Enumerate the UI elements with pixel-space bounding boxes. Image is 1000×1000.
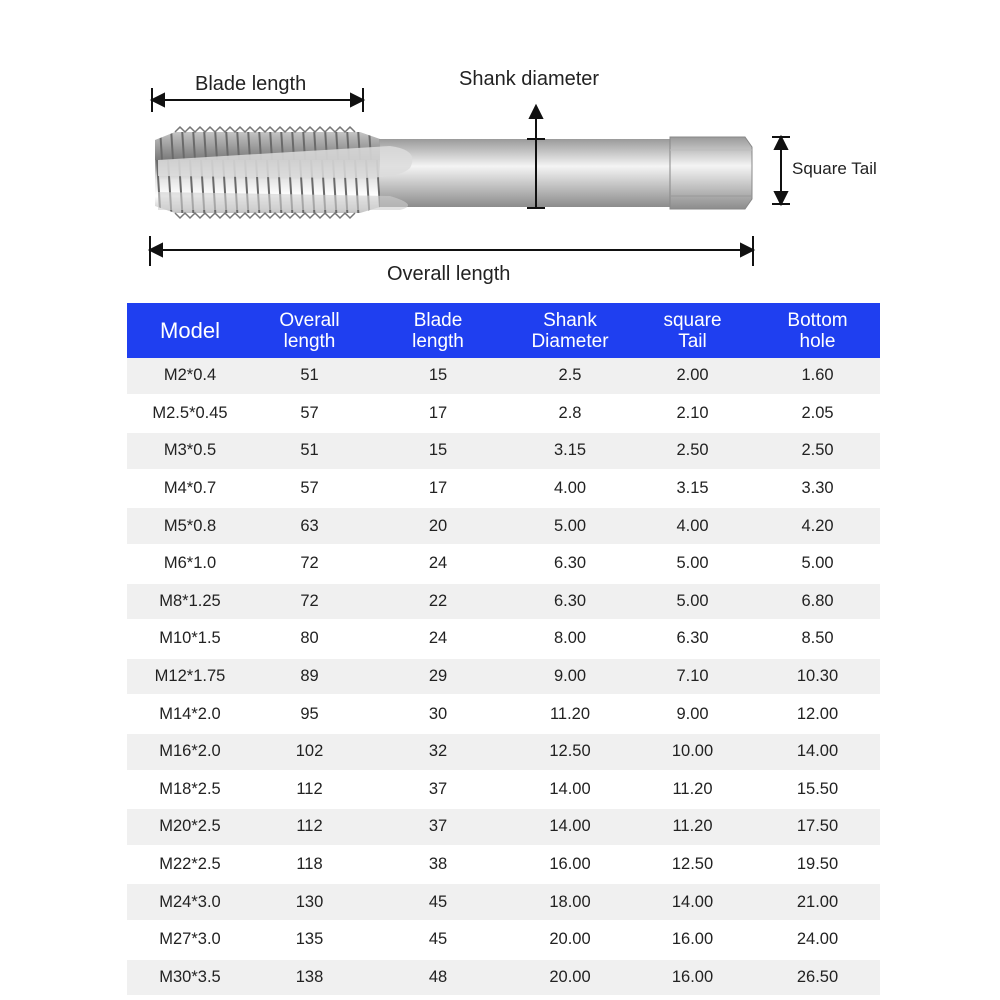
cell-shank-diameter: 2.5 xyxy=(510,358,630,395)
tap-teeth-top xyxy=(175,127,355,132)
cell-shank-diameter: 5.00 xyxy=(510,507,630,545)
cell-model: M27*3.0 xyxy=(127,921,253,959)
cell-blade-length: 32 xyxy=(366,733,510,771)
header-overall-length: Overall length xyxy=(253,303,366,358)
cell-shank-diameter: 14.00 xyxy=(510,808,630,846)
table-row xyxy=(127,470,880,508)
cell-blade-length: 17 xyxy=(366,395,510,433)
cell-bottom-hole: 4.20 xyxy=(755,507,880,545)
table-row xyxy=(127,658,880,696)
cell-square-tail: 5.00 xyxy=(630,545,755,583)
cell-square-tail: 2.10 xyxy=(630,395,755,433)
cell-model: M8*1.25 xyxy=(127,583,253,621)
header-model: Model xyxy=(127,303,253,358)
cell-bottom-hole: 8.50 xyxy=(755,620,880,658)
cell-shank-diameter: 16.00 xyxy=(510,846,630,884)
cell-square-tail: 5.00 xyxy=(630,583,755,621)
cell-overall-length: 51 xyxy=(253,432,366,470)
cell-square-tail: 11.20 xyxy=(630,771,755,809)
table-row xyxy=(127,771,880,809)
cell-shank-diameter: 20.00 xyxy=(510,959,630,997)
blade-length-label: Blade length xyxy=(195,73,307,95)
cell-model: M12*1.75 xyxy=(127,658,253,696)
table-row xyxy=(127,883,880,921)
table-row xyxy=(127,959,880,997)
cell-bottom-hole: 1.60 xyxy=(755,358,880,395)
cell-overall-length: 89 xyxy=(253,658,366,696)
tap-square-tail xyxy=(670,137,752,209)
cell-bottom-hole: 12.00 xyxy=(755,695,880,733)
cell-square-tail: 9.00 xyxy=(630,695,755,733)
cell-square-tail: 3.15 xyxy=(630,470,755,508)
cell-square-tail: 16.00 xyxy=(630,921,755,959)
header-shank-diameter: Shank Diameter xyxy=(510,303,630,358)
cell-bottom-hole: 24.00 xyxy=(755,921,880,959)
cell-blade-length: 30 xyxy=(366,695,510,733)
cell-blade-length: 15 xyxy=(366,432,510,470)
cell-blade-length: 17 xyxy=(366,470,510,508)
cell-bottom-hole: 10.30 xyxy=(755,658,880,696)
cell-overall-length: 72 xyxy=(253,545,366,583)
cell-overall-length: 112 xyxy=(253,808,366,846)
cell-shank-diameter: 6.30 xyxy=(510,583,630,621)
cell-overall-length: 112 xyxy=(253,771,366,809)
cell-shank-diameter: 8.00 xyxy=(510,620,630,658)
cell-overall-length: 57 xyxy=(253,470,366,508)
cell-bottom-hole: 2.50 xyxy=(755,432,880,470)
cell-blade-length: 29 xyxy=(366,658,510,696)
tap-illustration xyxy=(0,0,1000,300)
cell-model: M24*3.0 xyxy=(127,883,253,921)
cell-model: M18*2.5 xyxy=(127,771,253,809)
cell-bottom-hole: 5.00 xyxy=(755,545,880,583)
cell-bottom-hole: 17.50 xyxy=(755,808,880,846)
table-row xyxy=(127,545,880,583)
cell-square-tail: 4.00 xyxy=(630,507,755,545)
cell-square-tail: 12.50 xyxy=(630,846,755,884)
table-row xyxy=(127,358,880,395)
cell-overall-length: 130 xyxy=(253,883,366,921)
header-square-tail: square Tail xyxy=(630,303,755,358)
cell-shank-diameter: 3.15 xyxy=(510,432,630,470)
shank-diameter-label: Shank diameter xyxy=(459,68,600,90)
cell-square-tail: 16.00 xyxy=(630,959,755,997)
cell-shank-diameter: 20.00 xyxy=(510,921,630,959)
square-tail-label: Square Tail xyxy=(792,159,877,178)
cell-bottom-hole: 3.30 xyxy=(755,470,880,508)
tap-shank xyxy=(360,139,670,207)
cell-shank-diameter: 12.50 xyxy=(510,733,630,771)
cell-shank-diameter: 11.20 xyxy=(510,695,630,733)
cell-blade-length: 15 xyxy=(366,358,510,395)
cell-model: M2*0.4 xyxy=(127,358,253,395)
table-row xyxy=(127,733,880,771)
cell-overall-length: 80 xyxy=(253,620,366,658)
table-row xyxy=(127,395,880,433)
cell-bottom-hole: 15.50 xyxy=(755,771,880,809)
cell-bottom-hole: 19.50 xyxy=(755,846,880,884)
cell-blade-length: 22 xyxy=(366,583,510,621)
tap-spec-table xyxy=(127,303,880,997)
tap-teeth-bottom xyxy=(175,213,355,218)
cell-model: M4*0.7 xyxy=(127,470,253,508)
cell-blade-length: 24 xyxy=(366,620,510,658)
square-tail-arrow xyxy=(772,137,790,204)
cell-overall-length: 95 xyxy=(253,695,366,733)
cell-square-tail: 14.00 xyxy=(630,883,755,921)
cell-overall-length: 118 xyxy=(253,846,366,884)
table-row xyxy=(127,507,880,545)
table-body xyxy=(127,358,880,996)
table-row xyxy=(127,695,880,733)
cell-model: M3*0.5 xyxy=(127,432,253,470)
table-row xyxy=(127,846,880,884)
cell-overall-length: 135 xyxy=(253,921,366,959)
cell-model: M2.5*0.45 xyxy=(127,395,253,433)
cell-shank-diameter: 18.00 xyxy=(510,883,630,921)
overall-length-label: Overall length xyxy=(387,263,511,285)
cell-overall-length: 102 xyxy=(253,733,366,771)
cell-bottom-hole: 26.50 xyxy=(755,959,880,997)
cell-bottom-hole: 14.00 xyxy=(755,733,880,771)
cell-square-tail: 2.50 xyxy=(630,432,755,470)
table-row xyxy=(127,620,880,658)
cell-bottom-hole: 6.80 xyxy=(755,583,880,621)
cell-bottom-hole: 21.00 xyxy=(755,883,880,921)
cell-square-tail: 11.20 xyxy=(630,808,755,846)
header-bottom-hole: Bottom hole xyxy=(755,303,880,358)
cell-model: M20*2.5 xyxy=(127,808,253,846)
cell-shank-diameter: 2.8 xyxy=(510,395,630,433)
table-row xyxy=(127,432,880,470)
cell-blade-length: 38 xyxy=(366,846,510,884)
cell-blade-length: 45 xyxy=(366,921,510,959)
cell-model: M16*2.0 xyxy=(127,733,253,771)
table-row xyxy=(127,808,880,846)
cell-blade-length: 24 xyxy=(366,545,510,583)
cell-model: M6*1.0 xyxy=(127,545,253,583)
cell-model: M5*0.8 xyxy=(127,507,253,545)
cell-square-tail: 6.30 xyxy=(630,620,755,658)
overall-length-arrow xyxy=(150,236,753,266)
cell-blade-length: 37 xyxy=(366,808,510,846)
table-header-row xyxy=(127,303,880,358)
cell-shank-diameter: 6.30 xyxy=(510,545,630,583)
cell-shank-diameter: 4.00 xyxy=(510,470,630,508)
cell-blade-length: 45 xyxy=(366,883,510,921)
cell-model: M14*2.0 xyxy=(127,695,253,733)
cell-model: M10*1.5 xyxy=(127,620,253,658)
tap-dimension-diagram xyxy=(0,0,1000,300)
table-row xyxy=(127,921,880,959)
cell-blade-length: 37 xyxy=(366,771,510,809)
cell-bottom-hole: 2.05 xyxy=(755,395,880,433)
cell-overall-length: 72 xyxy=(253,583,366,621)
cell-blade-length: 48 xyxy=(366,959,510,997)
cell-square-tail: 2.00 xyxy=(630,358,755,395)
table-row xyxy=(127,583,880,621)
cell-square-tail: 10.00 xyxy=(630,733,755,771)
cell-overall-length: 51 xyxy=(253,358,366,395)
cell-overall-length: 63 xyxy=(253,507,366,545)
cell-overall-length: 57 xyxy=(253,395,366,433)
cell-blade-length: 20 xyxy=(366,507,510,545)
cell-model: M22*2.5 xyxy=(127,846,253,884)
cell-overall-length: 138 xyxy=(253,959,366,997)
cell-shank-diameter: 9.00 xyxy=(510,658,630,696)
header-blade-length: Blade length xyxy=(366,303,510,358)
cell-shank-diameter: 14.00 xyxy=(510,771,630,809)
cell-model: M30*3.5 xyxy=(127,959,253,997)
cell-square-tail: 7.10 xyxy=(630,658,755,696)
